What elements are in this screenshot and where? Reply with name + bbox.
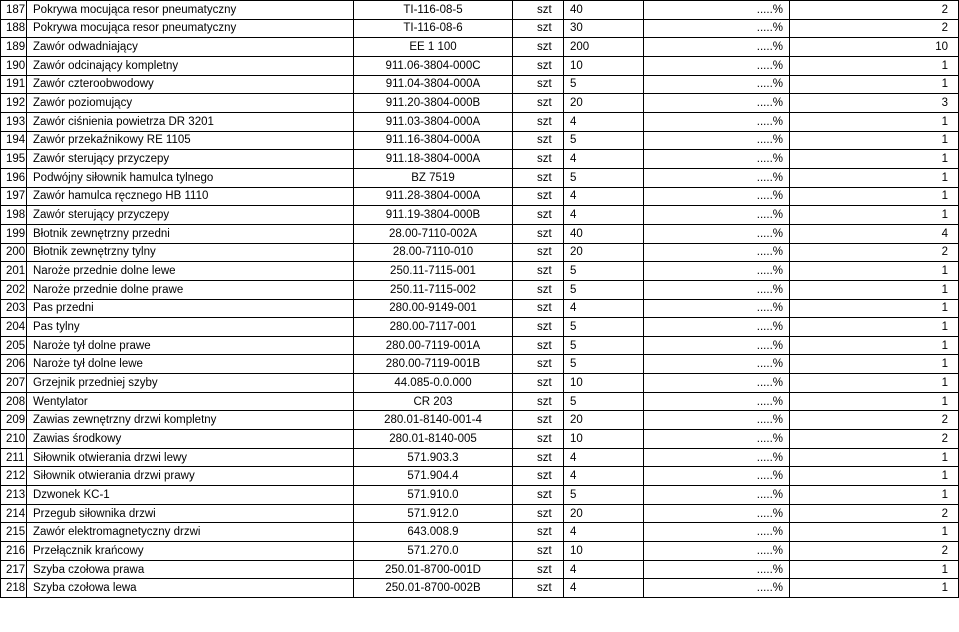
quantity-cell: 4 (564, 187, 644, 206)
part-name-cell: Zawór sterujący przyczepy (27, 150, 354, 169)
row-number-cell: 189 (1, 38, 27, 57)
value-cell: 4 (790, 224, 959, 243)
unit-cell: szt (513, 168, 564, 187)
table-row (1, 224, 959, 243)
row-number-cell: 204 (1, 318, 27, 337)
table-row (1, 131, 959, 150)
unit-cell: szt (513, 299, 564, 318)
quantity-cell: 5 (564, 131, 644, 150)
part-name-cell: Siłownik otwierania drzwi prawy (27, 467, 354, 486)
unit-cell: szt (513, 262, 564, 281)
row-number-cell: 216 (1, 542, 27, 561)
part-name-cell: Szyba czołowa lewa (27, 579, 354, 598)
quantity-cell: 200 (564, 38, 644, 57)
table-row (1, 486, 959, 505)
part-code-cell: 911.19-3804-000B (354, 206, 513, 225)
quantity-cell: 5 (564, 318, 644, 337)
unit-cell: szt (513, 318, 564, 337)
unit-cell: szt (513, 150, 564, 169)
unit-cell: szt (513, 430, 564, 449)
row-number-cell: 205 (1, 336, 27, 355)
quantity-cell: 10 (564, 430, 644, 449)
vat-rate-cell: .....% (644, 280, 790, 299)
part-code-cell: 571.910.0 (354, 486, 513, 505)
row-number-cell: 212 (1, 467, 27, 486)
part-name-cell: Naroże przednie dolne prawe (27, 280, 354, 299)
row-number-cell: 215 (1, 523, 27, 542)
table-row (1, 560, 959, 579)
row-number-cell: 191 (1, 75, 27, 94)
row-number-cell: 195 (1, 150, 27, 169)
unit-cell: szt (513, 523, 564, 542)
value-cell: 1 (790, 299, 959, 318)
unit-cell: szt (513, 280, 564, 299)
vat-rate-cell: .....% (644, 206, 790, 225)
unit-cell: szt (513, 411, 564, 430)
part-name-cell: Zawór hamulca ręcznego HB 1110 (27, 187, 354, 206)
value-cell: 1 (790, 150, 959, 169)
quantity-cell: 20 (564, 411, 644, 430)
part-code-cell: EE 1 100 (354, 38, 513, 57)
quantity-cell: 5 (564, 168, 644, 187)
part-code-cell: 571.903.3 (354, 448, 513, 467)
value-cell: 1 (790, 262, 959, 281)
quantity-cell: 5 (564, 486, 644, 505)
part-code-cell: CR 203 (354, 392, 513, 411)
part-name-cell: Naroże przednie dolne lewe (27, 262, 354, 281)
part-name-cell: Pokrywa mocująca resor pneumatyczny (27, 19, 354, 38)
part-name-cell: Błotnik zewnętrzny tylny (27, 243, 354, 262)
unit-cell: szt (513, 56, 564, 75)
value-cell: 1 (790, 280, 959, 299)
value-cell: 1 (790, 579, 959, 598)
value-cell: 1 (790, 467, 959, 486)
value-cell: 1 (790, 355, 959, 374)
part-name-cell: Pas tylny (27, 318, 354, 337)
value-cell: 2 (790, 19, 959, 38)
part-name-cell: Przełącznik krańcowy (27, 542, 354, 561)
quantity-cell: 5 (564, 262, 644, 281)
vat-rate-cell: .....% (644, 243, 790, 262)
part-name-cell: Przegub siłownika drzwi (27, 504, 354, 523)
vat-rate-cell: .....% (644, 467, 790, 486)
table-body (1, 1, 959, 598)
quantity-cell: 30 (564, 19, 644, 38)
row-number-cell: 190 (1, 56, 27, 75)
vat-rate-cell: .....% (644, 374, 790, 393)
quantity-cell: 4 (564, 112, 644, 131)
table-row (1, 112, 959, 131)
row-number-cell: 193 (1, 112, 27, 131)
unit-cell: szt (513, 75, 564, 94)
value-cell: 2 (790, 504, 959, 523)
value-cell: 1 (790, 206, 959, 225)
quantity-cell: 4 (564, 448, 644, 467)
vat-rate-cell: .....% (644, 19, 790, 38)
quantity-cell: 10 (564, 374, 644, 393)
row-number-cell: 200 (1, 243, 27, 262)
vat-rate-cell: .....% (644, 38, 790, 57)
table-row (1, 318, 959, 337)
table-row (1, 56, 959, 75)
table-row (1, 150, 959, 169)
table-row (1, 448, 959, 467)
table-row (1, 299, 959, 318)
quantity-cell: 5 (564, 392, 644, 411)
vat-rate-cell: .....% (644, 448, 790, 467)
part-name-cell: Zawór przekaźnikowy RE 1105 (27, 131, 354, 150)
unit-cell: szt (513, 392, 564, 411)
unit-cell: szt (513, 206, 564, 225)
unit-cell: szt (513, 560, 564, 579)
unit-cell: szt (513, 131, 564, 150)
part-code-cell: 250.11-7115-001 (354, 262, 513, 281)
value-cell: 1 (790, 486, 959, 505)
part-code-cell: 911.28-3804-000A (354, 187, 513, 206)
vat-rate-cell: .....% (644, 94, 790, 113)
value-cell: 1 (790, 560, 959, 579)
value-cell: 1 (790, 392, 959, 411)
unit-cell: szt (513, 355, 564, 374)
quantity-cell: 4 (564, 579, 644, 598)
part-code-cell: 28.00-7110-002A (354, 224, 513, 243)
part-name-cell: Podwójny siłownik hamulca tylnego (27, 168, 354, 187)
value-cell: 2 (790, 243, 959, 262)
vat-rate-cell: .....% (644, 131, 790, 150)
vat-rate-cell: .....% (644, 411, 790, 430)
value-cell: 1 (790, 168, 959, 187)
table-row (1, 1, 959, 20)
value-cell: 1 (790, 75, 959, 94)
row-number-cell: 217 (1, 560, 27, 579)
part-code-cell: 28.00-7110-010 (354, 243, 513, 262)
vat-rate-cell: .....% (644, 1, 790, 20)
row-number-cell: 196 (1, 168, 27, 187)
part-code-cell: 911.03-3804-000A (354, 112, 513, 131)
quantity-cell: 40 (564, 224, 644, 243)
vat-rate-cell: .....% (644, 299, 790, 318)
unit-cell: szt (513, 542, 564, 561)
part-name-cell: Zawór czteroobwodowy (27, 75, 354, 94)
unit-cell: szt (513, 486, 564, 505)
row-number-cell: 207 (1, 374, 27, 393)
vat-rate-cell: .....% (644, 504, 790, 523)
value-cell: 1 (790, 56, 959, 75)
value-cell: 2 (790, 1, 959, 20)
part-code-cell: 280.00-7117-001 (354, 318, 513, 337)
quantity-cell: 20 (564, 94, 644, 113)
part-name-cell: Zawór poziomujący (27, 94, 354, 113)
row-number-cell: 192 (1, 94, 27, 113)
part-code-cell: 280.00-7119-001A (354, 336, 513, 355)
part-code-cell: 250.11-7115-002 (354, 280, 513, 299)
part-code-cell: 643.008.9 (354, 523, 513, 542)
row-number-cell: 198 (1, 206, 27, 225)
row-number-cell: 208 (1, 392, 27, 411)
quantity-cell: 10 (564, 542, 644, 561)
vat-rate-cell: .....% (644, 579, 790, 598)
vat-rate-cell: .....% (644, 542, 790, 561)
unit-cell: szt (513, 1, 564, 20)
unit-cell: szt (513, 448, 564, 467)
row-number-cell: 197 (1, 187, 27, 206)
part-code-cell: 44.085-0.0.000 (354, 374, 513, 393)
part-code-cell: 280.00-9149-001 (354, 299, 513, 318)
vat-rate-cell: .....% (644, 262, 790, 281)
quantity-cell: 4 (564, 467, 644, 486)
quantity-cell: 10 (564, 56, 644, 75)
value-cell: 1 (790, 318, 959, 337)
value-cell: 2 (790, 411, 959, 430)
unit-cell: szt (513, 243, 564, 262)
table-row (1, 411, 959, 430)
table-row (1, 19, 959, 38)
part-code-cell: BZ 7519 (354, 168, 513, 187)
quantity-cell: 20 (564, 504, 644, 523)
part-code-cell: 911.16-3804-000A (354, 131, 513, 150)
part-name-cell: Naroże tył dolne lewe (27, 355, 354, 374)
table-row (1, 542, 959, 561)
row-number-cell: 211 (1, 448, 27, 467)
unit-cell: szt (513, 94, 564, 113)
row-number-cell: 210 (1, 430, 27, 449)
value-cell: 3 (790, 94, 959, 113)
part-code-cell: 571.904.4 (354, 467, 513, 486)
quantity-cell: 5 (564, 336, 644, 355)
table-row (1, 392, 959, 411)
table-row (1, 430, 959, 449)
vat-rate-cell: .....% (644, 56, 790, 75)
table-row (1, 75, 959, 94)
row-number-cell: 214 (1, 504, 27, 523)
row-number-cell: 213 (1, 486, 27, 505)
table-row (1, 336, 959, 355)
value-cell: 1 (790, 374, 959, 393)
part-name-cell: Siłownik otwierania drzwi lewy (27, 448, 354, 467)
part-code-cell: 571.912.0 (354, 504, 513, 523)
unit-cell: szt (513, 336, 564, 355)
part-code-cell: 911.18-3804-000A (354, 150, 513, 169)
unit-cell: szt (513, 187, 564, 206)
row-number-cell: 199 (1, 224, 27, 243)
quantity-cell: 4 (564, 299, 644, 318)
unit-cell: szt (513, 224, 564, 243)
unit-cell: szt (513, 38, 564, 57)
quantity-cell: 5 (564, 355, 644, 374)
row-number-cell: 206 (1, 355, 27, 374)
value-cell: 2 (790, 542, 959, 561)
part-code-cell: 911.20-3804-000B (354, 94, 513, 113)
part-name-cell: Zawias zewnętrzny drzwi kompletny (27, 411, 354, 430)
unit-cell: szt (513, 467, 564, 486)
quantity-cell: 20 (564, 243, 644, 262)
value-cell: 1 (790, 336, 959, 355)
part-name-cell: Dzwonek KC-1 (27, 486, 354, 505)
part-name-cell: Zawór sterujący przyczepy (27, 206, 354, 225)
vat-rate-cell: .....% (644, 355, 790, 374)
vat-rate-cell: .....% (644, 523, 790, 542)
part-name-cell: Zawias środkowy (27, 430, 354, 449)
quantity-cell: 5 (564, 75, 644, 94)
table-row (1, 243, 959, 262)
row-number-cell: 209 (1, 411, 27, 430)
part-name-cell: Zawór odcinający kompletny (27, 56, 354, 75)
value-cell: 1 (790, 523, 959, 542)
part-name-cell: Zawór odwadniający (27, 38, 354, 57)
vat-rate-cell: .....% (644, 336, 790, 355)
vat-rate-cell: .....% (644, 560, 790, 579)
vat-rate-cell: .....% (644, 318, 790, 337)
part-name-cell: Zawór elektromagnetyczny drzwi (27, 523, 354, 542)
part-code-cell: TI-116-08-6 (354, 19, 513, 38)
vat-rate-cell: .....% (644, 430, 790, 449)
part-name-cell: Błotnik zewnętrzny przedni (27, 224, 354, 243)
vat-rate-cell: .....% (644, 112, 790, 131)
vat-rate-cell: .....% (644, 224, 790, 243)
quantity-cell: 40 (564, 1, 644, 20)
table-row (1, 168, 959, 187)
unit-cell: szt (513, 112, 564, 131)
table-row (1, 523, 959, 542)
part-name-cell: Pokrywa mocująca resor pneumatyczny (27, 1, 354, 20)
vat-rate-cell: .....% (644, 486, 790, 505)
part-code-cell: 571.270.0 (354, 542, 513, 561)
row-number-cell: 201 (1, 262, 27, 281)
unit-cell: szt (513, 374, 564, 393)
table-row (1, 467, 959, 486)
table-row (1, 262, 959, 281)
value-cell: 1 (790, 131, 959, 150)
part-name-cell: Naroże tył dolne prawe (27, 336, 354, 355)
table-row (1, 579, 959, 598)
unit-cell: szt (513, 504, 564, 523)
part-code-cell: 250.01-8700-002B (354, 579, 513, 598)
part-name-cell: Zawór ciśnienia powietrza DR 3201 (27, 112, 354, 131)
part-code-cell: 280.01-8140-001-4 (354, 411, 513, 430)
table-row (1, 187, 959, 206)
value-cell: 10 (790, 38, 959, 57)
unit-cell: szt (513, 19, 564, 38)
row-number-cell: 187 (1, 1, 27, 20)
quantity-cell: 4 (564, 560, 644, 579)
part-name-cell: Wentylator (27, 392, 354, 411)
quantity-cell: 4 (564, 150, 644, 169)
value-cell: 2 (790, 430, 959, 449)
table-row (1, 38, 959, 57)
part-code-cell: TI-116-08-5 (354, 1, 513, 20)
part-name-cell: Pas przedni (27, 299, 354, 318)
row-number-cell: 188 (1, 19, 27, 38)
unit-cell: szt (513, 579, 564, 598)
part-code-cell: 911.06-3804-000C (354, 56, 513, 75)
quantity-cell: 5 (564, 280, 644, 299)
value-cell: 1 (790, 112, 959, 131)
part-name-cell: Grzejnik przedniej szyby (27, 374, 354, 393)
vat-rate-cell: .....% (644, 392, 790, 411)
table-row (1, 280, 959, 299)
vat-rate-cell: .....% (644, 150, 790, 169)
part-code-cell: 250.01-8700-001D (354, 560, 513, 579)
part-name-cell: Szyba czołowa prawa (27, 560, 354, 579)
row-number-cell: 202 (1, 280, 27, 299)
value-cell: 1 (790, 187, 959, 206)
quantity-cell: 4 (564, 523, 644, 542)
table-row (1, 374, 959, 393)
quantity-cell: 4 (564, 206, 644, 225)
part-code-cell: 911.04-3804-000A (354, 75, 513, 94)
table-row (1, 206, 959, 225)
table-row (1, 504, 959, 523)
vat-rate-cell: .....% (644, 75, 790, 94)
part-code-cell: 280.00-7119-001B (354, 355, 513, 374)
table-row (1, 94, 959, 113)
row-number-cell: 194 (1, 131, 27, 150)
row-number-cell: 203 (1, 299, 27, 318)
value-cell: 1 (790, 448, 959, 467)
part-code-cell: 280.01-8140-005 (354, 430, 513, 449)
vat-rate-cell: .....% (644, 187, 790, 206)
vat-rate-cell: .....% (644, 168, 790, 187)
table-row (1, 355, 959, 374)
row-number-cell: 218 (1, 579, 27, 598)
